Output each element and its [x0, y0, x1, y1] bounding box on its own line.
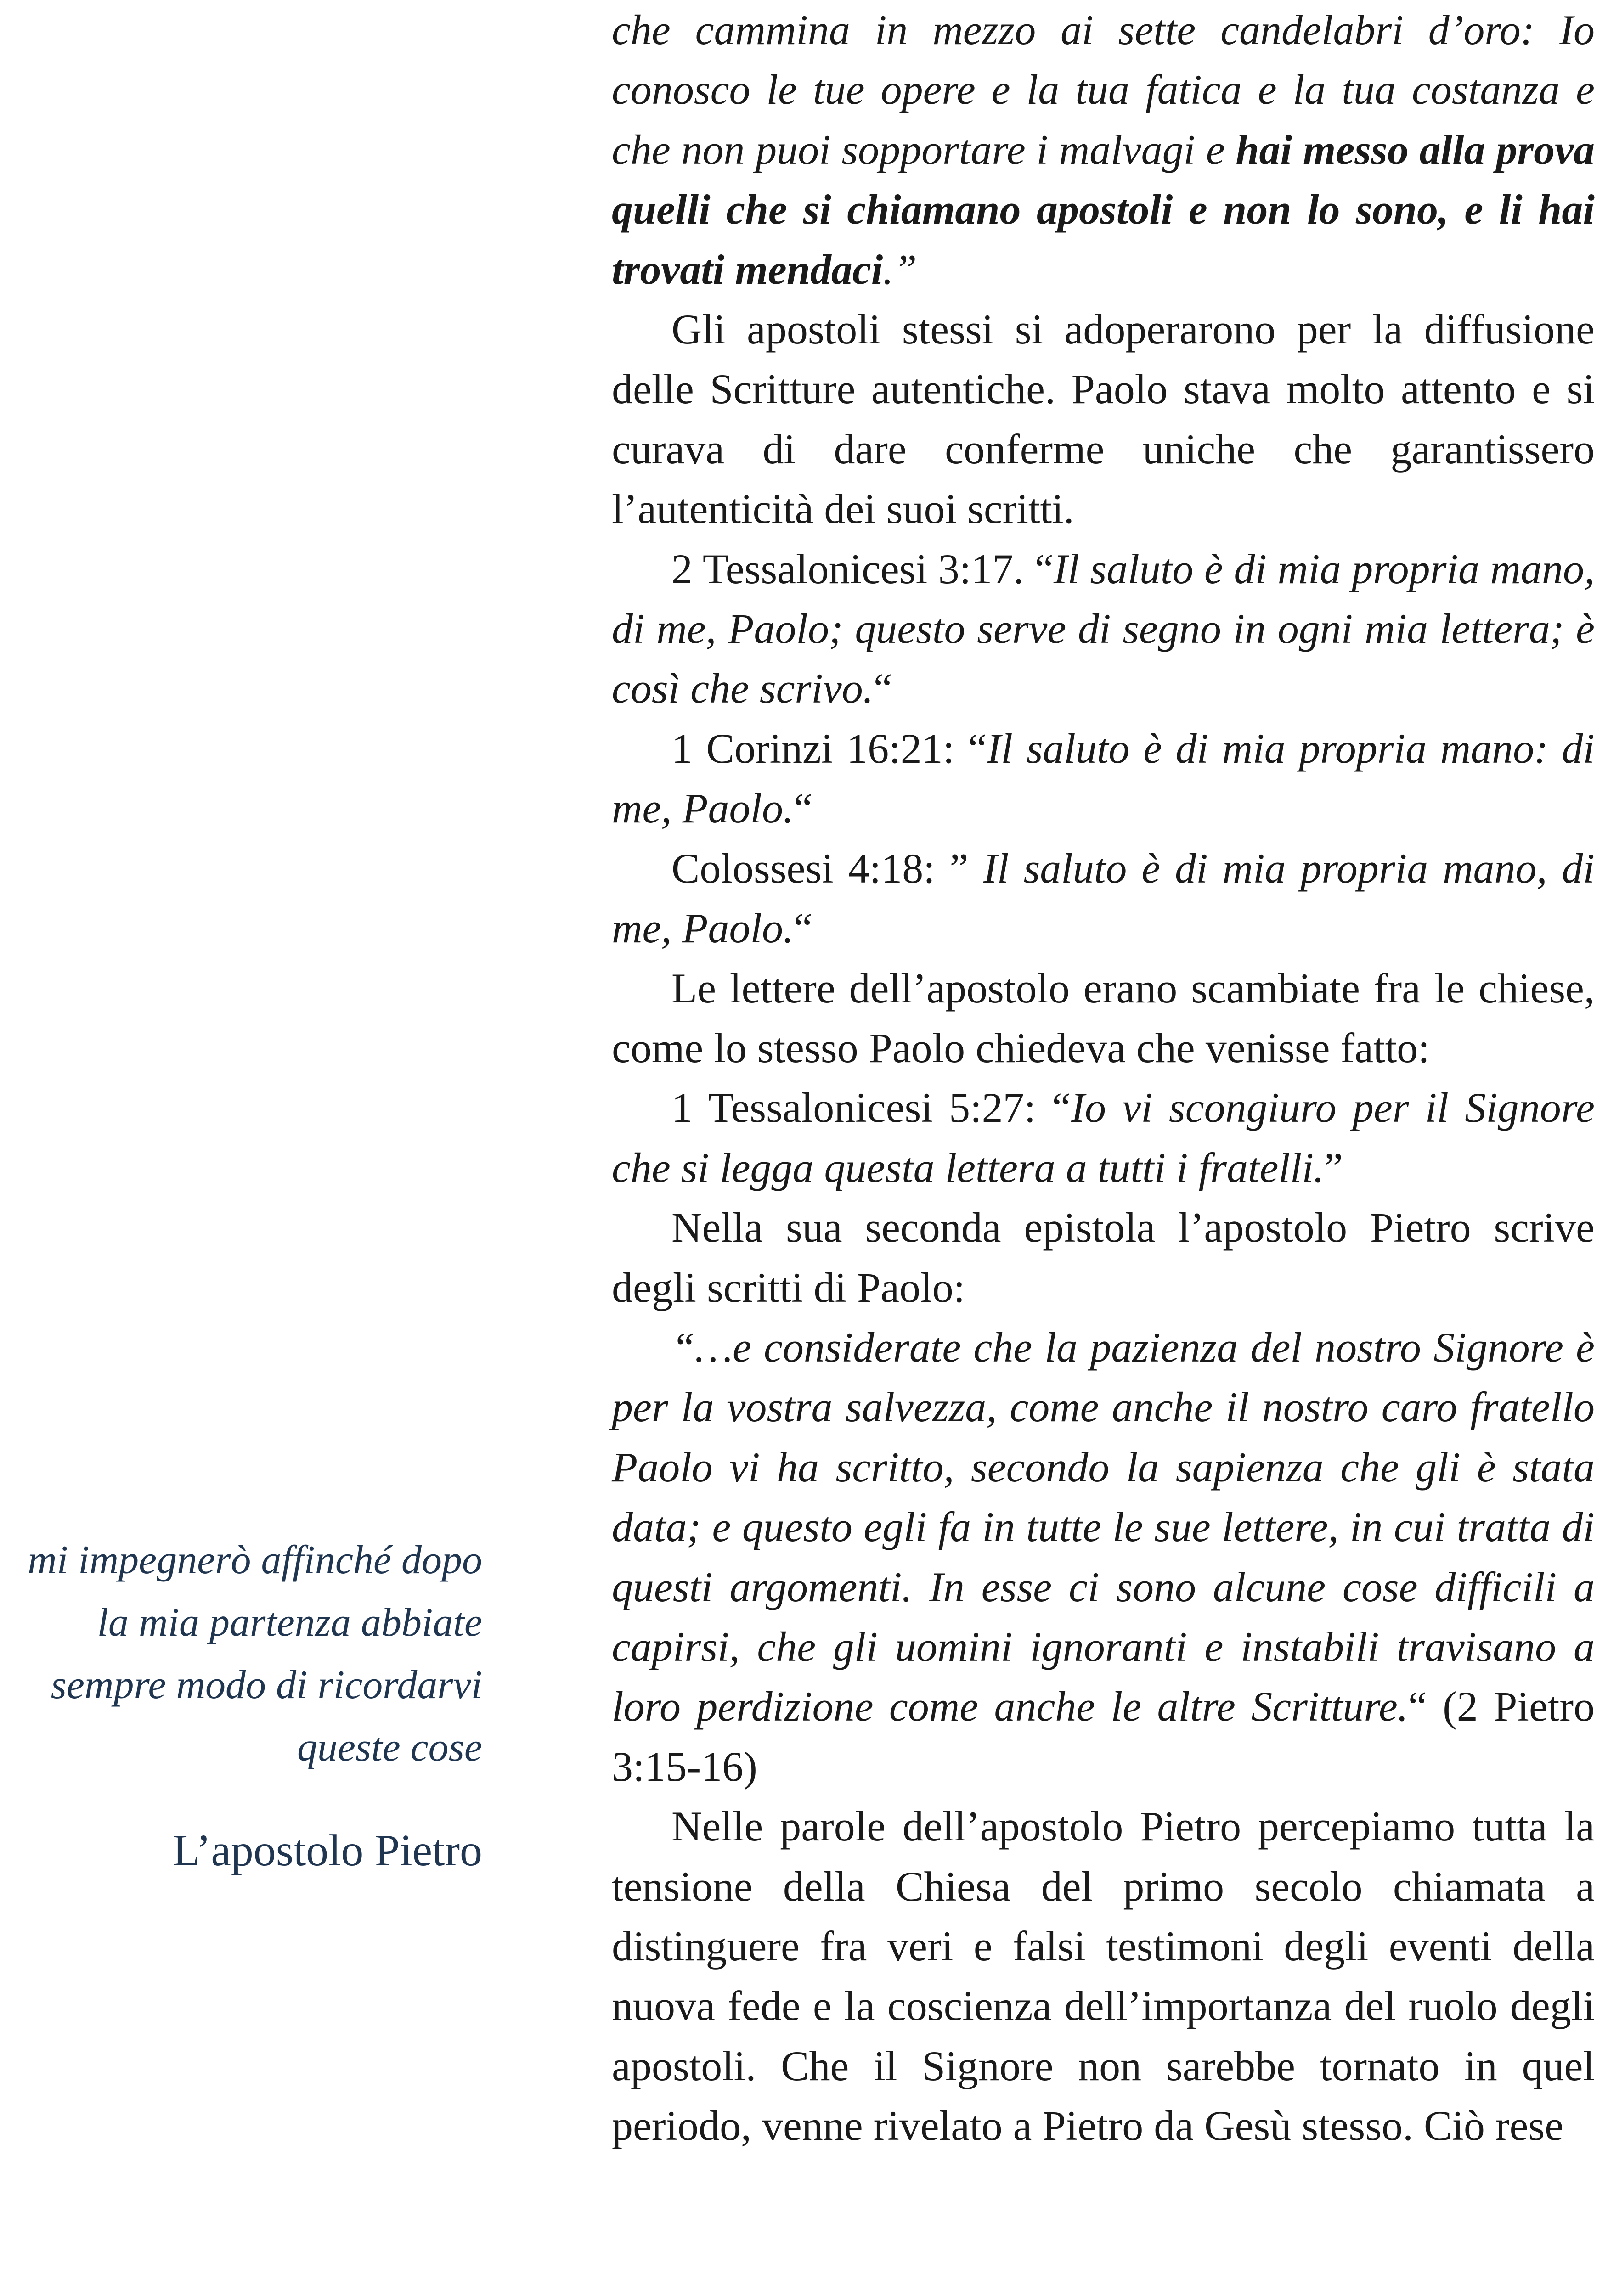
scripture-quote: Il saluto è di mia propria mano: di me, Paolo.	[612, 725, 1595, 832]
paragraph	[612, 1078, 1595, 1198]
paragraph: Gli apostoli stessi si adoperarono per la diffusione delle Scritture autentiche. Paolo stava molto attento e si curava di dare conferme uniche che garantissero l’autenticità dei suoi scritti.	[612, 306, 1595, 533]
sidebar-quote: mi impegnerò affinché dopo la mia partenza abbiate sempre modo di ricordarvi queste cose	[28, 1538, 482, 1770]
quote-end: .”	[883, 246, 917, 293]
emphasized-quote: hai messo alla prova quelli che si chiamano apostoli e non lo sono, e li hai trovati mendaci	[612, 126, 1595, 293]
paragraph	[612, 838, 1595, 958]
scripture-reference: 1 Corinzi 16:21: “	[671, 725, 987, 772]
sidebar-attribution: L’apostolo Pietro	[172, 1826, 482, 1875]
main-text-column	[612, 0, 1595, 2156]
scripture-reference: “ (2 Pietro 3:15-16)	[612, 1683, 1595, 1790]
quote-end: “	[873, 665, 892, 712]
scripture-quote: Il saluto è di mia propria mano, di me, Paolo.	[612, 844, 1595, 952]
scripture-reference: Colossesi 4:18: ”	[671, 844, 983, 892]
scripture-quote: che cammina in mezzo ai sette candelabri d’oro: Io conosco le tue opere e la tua fatica e la tua costanza e che non puoi sopportare i malvagi e	[612, 6, 1595, 173]
paragraph	[612, 0, 1595, 299]
scripture-quote: Il saluto è di mia propria mano, di me, Paolo; questo serve di segno in ogni mia lettera; è così che scrivo.	[612, 545, 1595, 712]
scripture-quote: Io vi scongiuro per il Signore che si legga questa lettera a tutti i fratelli.	[612, 1084, 1595, 1191]
scripture-quote: “…e considerate che la pazienza del nostro Signore è per la vostra salvezza, come anche il nostro caro fratello Paolo vi ha scritto, secondo la sapienza che gli è stata data; e questo egli fa in tutte le sue lettere, in cui tratta di questi argomenti. In esse ci sono alcune cose difficili a capirsi, che gli uomini ignoranti e instabili travisano a loro perdizione come anche le altre Scritture.	[612, 1323, 1595, 1730]
paragraph	[612, 1317, 1595, 1796]
sidebar-quote-block	[0, 1529, 482, 1882]
paragraph	[612, 539, 1595, 719]
scripture-reference: 1 Tessalonicesi 5:27: “	[671, 1084, 1071, 1131]
quote-end: ”	[1324, 1144, 1343, 1191]
paragraph: Nelle parole dell’apostolo Pietro percepiamo tutta la tensione della Chiesa del primo secolo chiamata a distinguere fra veri e falsi testimoni degli eventi della nuova fede e la coscienza dell’importanza del ruolo degli apostoli. Che il Signore non sarebbe tornato in quel periodo, venne rivelato a Pietro da Gesù stesso. Ciò rese	[612, 1803, 1595, 2150]
paragraph: Le lettere dell’apostolo erano scambiate fra le chiese, come lo stesso Paolo chiedeva che venisse fatto:	[612, 964, 1595, 1071]
paragraph	[612, 719, 1595, 838]
quote-end: “	[794, 785, 812, 832]
quote-end: “	[794, 905, 812, 952]
paragraph: Nella sua seconda epistola l’apostolo Pietro scrive degli scritti di Paolo:	[612, 1204, 1595, 1311]
scripture-reference: 2 Tessalonicesi 3:17. “	[671, 545, 1054, 592]
